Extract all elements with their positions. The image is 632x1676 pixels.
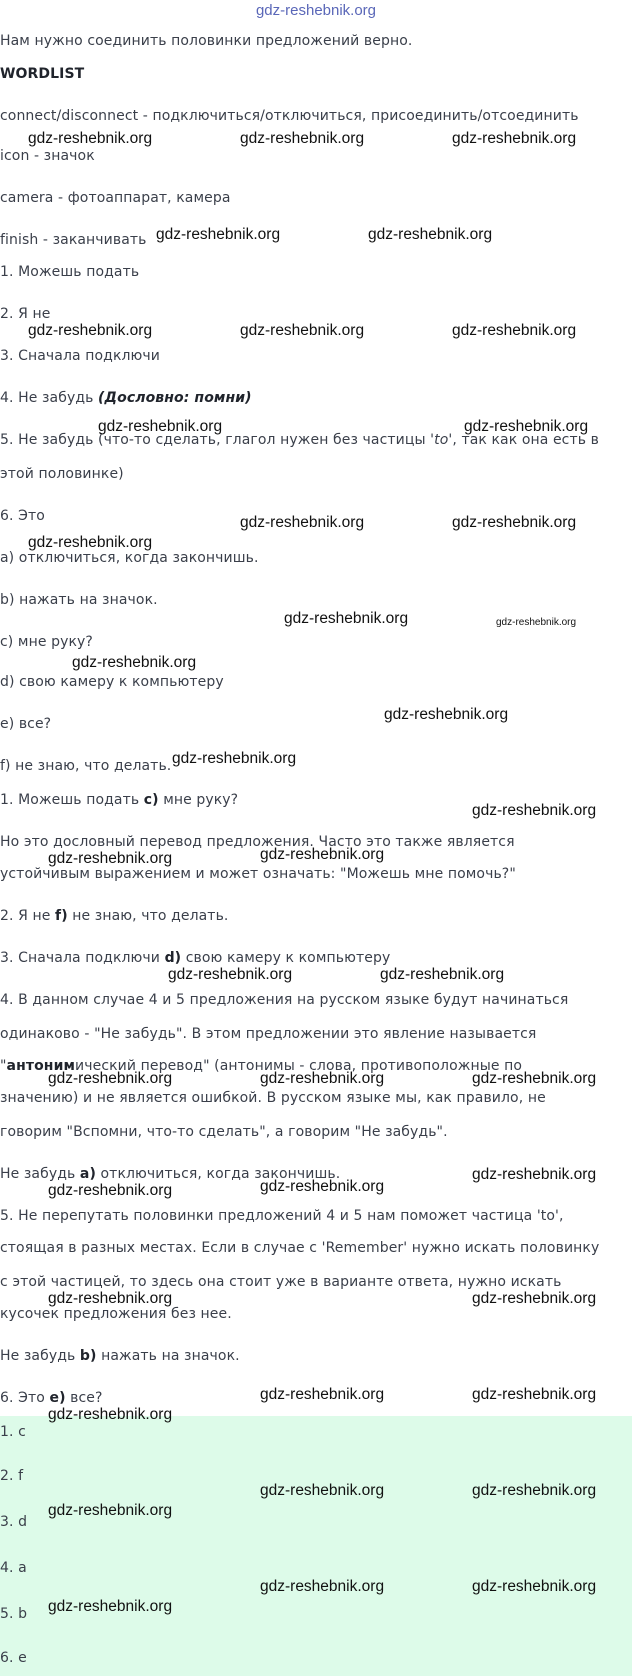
watermark: gdz-reshebnik.org [240, 514, 365, 531]
match-line [0, 908, 228, 924]
half-right-item: c) мне руку? [0, 634, 93, 650]
explanation-line: Но это дословный перевод предложения. Часто это также является [0, 834, 515, 850]
watermark: gdz-reshebnik.org [260, 1578, 385, 1595]
half-left-item: 1. Можешь подать [0, 264, 140, 280]
half-right-item: f) не знаю, что делать. [0, 758, 172, 774]
watermark: gdz-reshebnik.org [28, 130, 153, 147]
watermark: gdz-reshebnik.org [260, 1178, 385, 1195]
explanation-line: 4. В данном случае 4 и 5 предложения на русском языке будут начинаться [0, 992, 569, 1008]
match-text: Не забудь [0, 1166, 80, 1182]
explanation-line: значению) и не является ошибкой. В русском языке мы, как правило, не [0, 1090, 546, 1106]
watermark: gdz-reshebnik.org [368, 226, 493, 243]
watermark: gdz-reshebnik.org [472, 1166, 597, 1183]
watermark: gdz-reshebnik.org [240, 130, 365, 147]
answer-item: 2. f [0, 1468, 24, 1484]
explanation-text: ический перевод" (антонимы - слова, противоположные по [75, 1058, 523, 1074]
watermark: gdz-reshebnik.org [48, 1290, 173, 1307]
answer-item: 4. a [0, 1560, 27, 1576]
match-letter: b) [79, 1348, 97, 1364]
watermark: gdz-reshebnik.org [156, 226, 281, 243]
wordlist-item: camera - фотоаппарат, камера [0, 190, 231, 206]
wordlist-item: icon - значок [0, 148, 95, 164]
watermark: gdz-reshebnik.org [384, 706, 509, 723]
explanation-line: одинаково - "Не забудь". В этом предложении это явление называется [0, 1026, 537, 1042]
watermark: gdz-reshebnik.org [28, 322, 153, 339]
watermark: gdz-reshebnik.org [48, 1598, 173, 1615]
answer-key-panel [0, 1416, 632, 1676]
match-line [0, 1390, 103, 1406]
site-header-watermark[interactable]: gdz-reshebnik.org [255, 2, 377, 19]
match-letter: d) [164, 950, 182, 966]
watermark: gdz-reshebnik.org [496, 617, 577, 628]
half-right-item: a) отключиться, когда закончишь. [0, 550, 259, 566]
watermark: gdz-reshebnik.org [472, 1070, 597, 1087]
watermark: gdz-reshebnik.org [472, 1578, 597, 1595]
watermark: gdz-reshebnik.org [48, 850, 173, 867]
match-text: 6. Это [0, 1390, 50, 1406]
watermark: gdz-reshebnik.org [240, 322, 365, 339]
literal-note: (Дословно: помни) [98, 390, 252, 406]
match-line [0, 950, 390, 966]
match-text: свою камеру к компьютеру [181, 950, 391, 966]
match-letter: e) [49, 1390, 66, 1406]
explanation-line: стоящая в разных местах. Если в случае с 'Remember' нужно искать половинку [0, 1240, 600, 1256]
watermark: gdz-reshebnik.org [48, 1406, 173, 1423]
watermark: gdz-reshebnik.org [452, 322, 577, 339]
answer-item: 3. d [0, 1514, 28, 1530]
half-left-text: 5. Не забудь (что-то сделать, глагол нужен без частицы ' [0, 432, 435, 448]
watermark: gdz-reshebnik.org [28, 534, 153, 551]
explanation-line: с этой частицей, то здесь она стоит уже в варианте ответа, нужно искать [0, 1274, 562, 1290]
explanation-line: 5. Не перепутать половинки предложений 4 и 5 нам поможет частица 'to', [0, 1208, 564, 1224]
half-right-item: d) свою камеру к компьютеру [0, 674, 224, 690]
answer-item: 5. b [0, 1606, 28, 1622]
half-left-item: этой половинке) [0, 466, 124, 482]
match-letter: c) [143, 792, 159, 808]
watermark: gdz-reshebnik.org [168, 966, 293, 983]
watermark: gdz-reshebnik.org [472, 1386, 597, 1403]
watermark: gdz-reshebnik.org [472, 1290, 597, 1307]
watermark: gdz-reshebnik.org [472, 802, 597, 819]
match-text: все? [65, 1390, 103, 1406]
answer-item: 6. e [0, 1650, 27, 1666]
watermark: gdz-reshebnik.org [172, 750, 297, 767]
half-left-item: 3. Сначала подключи [0, 348, 161, 364]
watermark: gdz-reshebnik.org [98, 418, 223, 435]
match-letter: a) [79, 1166, 96, 1182]
half-right-item: b) нажать на значок. [0, 592, 158, 608]
particle-to: to [434, 432, 449, 448]
half-left-item [0, 390, 252, 406]
match-text: мне руку? [158, 792, 239, 808]
half-left-item: 2. Я не [0, 306, 51, 322]
watermark: gdz-reshebnik.org [284, 610, 409, 627]
half-left-item: 6. Это [0, 508, 45, 524]
explanation-line: кусочек предложения без нее. [0, 1306, 232, 1322]
watermark: gdz-reshebnik.org [260, 846, 385, 863]
watermark: gdz-reshebnik.org [452, 130, 577, 147]
watermark: gdz-reshebnik.org [472, 1482, 597, 1499]
match-text: Не забудь [0, 1348, 80, 1364]
half-left-text-end: ', так как она есть в [448, 432, 599, 448]
watermark: gdz-reshebnik.org [260, 1386, 385, 1403]
half-left-text: 4. Не забудь [0, 390, 94, 406]
watermark: gdz-reshebnik.org [72, 654, 197, 671]
watermark: gdz-reshebnik.org [48, 1182, 173, 1199]
wordlist-title: WORDLIST [0, 66, 85, 82]
match-text: не знаю, что делать. [67, 908, 229, 924]
watermark: gdz-reshebnik.org [260, 1482, 385, 1499]
watermark: gdz-reshebnik.org [380, 966, 505, 983]
watermark: gdz-reshebnik.org [48, 1502, 173, 1519]
match-text: 1. Можешь подать [0, 792, 144, 808]
match-letter: f) [55, 908, 68, 924]
watermark: gdz-reshebnik.org [260, 1070, 385, 1087]
antonym-term: антоним [6, 1058, 76, 1074]
match-text: 3. Сначала подключи [0, 950, 165, 966]
explanation-line: устойчивым выражением и может означать: "Можешь мне помочь?" [0, 866, 516, 882]
answer-item: 1. c [0, 1424, 26, 1440]
explanation-line: говорим "Вспомни, что-то сделать", а говорим "Не забудь". [0, 1124, 448, 1140]
watermark: gdz-reshebnik.org [48, 1070, 173, 1087]
watermark: gdz-reshebnik.org [464, 418, 589, 435]
intro-text: Нам нужно соединить половинки предложений верно. [0, 33, 413, 49]
match-text: 2. Я не [0, 908, 56, 924]
match-text: нажать на значок. [96, 1348, 240, 1364]
wordlist-item: connect/disconnect - подключиться/отключиться, присоединить/отсоединить [0, 108, 579, 124]
half-right-item: e) все? [0, 716, 52, 732]
quote-mark: " [0, 1058, 7, 1074]
wordlist-item: finish - заканчивать [0, 232, 147, 248]
match-line [0, 792, 238, 808]
match-text: отключиться, когда закончишь. [95, 1166, 341, 1182]
watermark: gdz-reshebnik.org [452, 514, 577, 531]
match-line [0, 1348, 240, 1364]
